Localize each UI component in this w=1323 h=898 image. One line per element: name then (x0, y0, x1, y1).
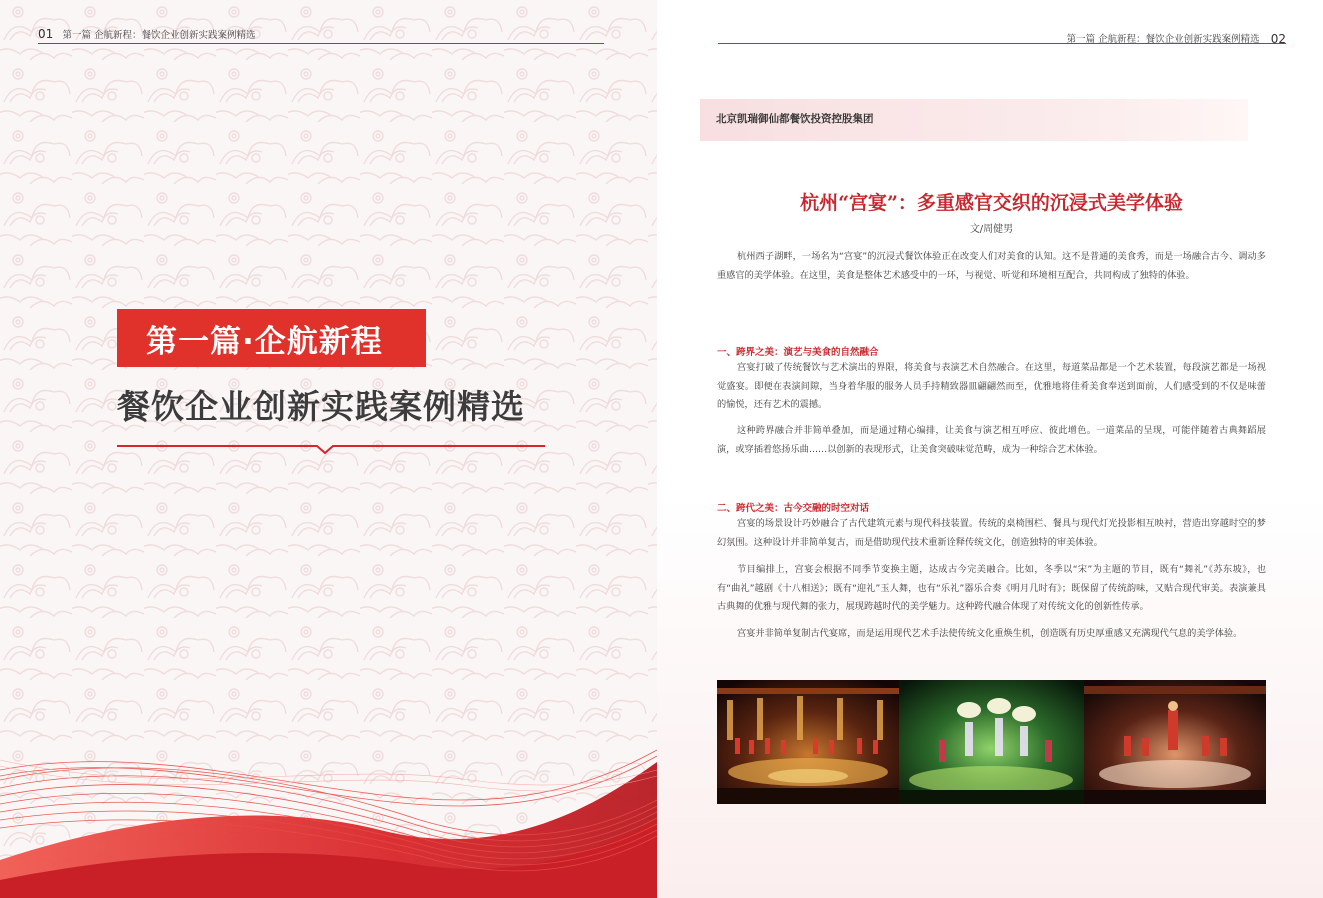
left-page (0, 0, 657, 898)
section-1-heading: 一、跨界之美：演艺与美食的自然融合 (717, 347, 879, 358)
section-2-paragraph-1: 宫宴的场景设计巧妙融合了古代建筑元素与现代科技装置。传统的桌椅围栏、餐具与现代灯光投影相互映衬，营造出穿越时空的梦幻氛围。这种设计并非简单复古，而是借助现代技术重新诠释传统文化，创造独特的审美体验。 (717, 518, 1266, 548)
article-title: 杭州“宫宴”：多重感官交织的沉浸式美学体验 (800, 192, 1183, 214)
chapter-subtitle: 餐饮企业创新实践案例精选 (117, 387, 525, 426)
company-name: 北京凯瑞御仙都餐饮投资控股集团 (716, 113, 874, 125)
title-underline-rule (117, 440, 545, 456)
red-wave-decoration (0, 740, 657, 898)
byline: 文/周健男 (969, 224, 1014, 235)
page-number-right: 02 (1270, 32, 1286, 46)
section-2-paragraph-3: 宫宴并非简单复制古代宴席，而是运用现代艺术手法使传统文化重焕生机，创造既有历史厚重感又充满现代气息的美学体验。 (737, 628, 1243, 639)
stage-performance-photo-3 (1084, 680, 1266, 804)
section-1-paragraph-1: 宫宴打破了传统餐饮与艺术演出的界限，将美食与表演艺术自然融合。在这里，每道菜品都是一个艺术装置，每段演艺都是一场视觉盛宴。即便在表演间隙，当身着华服的服务人员手持精致器皿翩翩然而至，优雅地将佳肴美食奉送到面前，人们感受到的不仅是味蕾的愉悦，还有艺术的震撼。 (717, 362, 1266, 410)
performance-photo-strip (717, 680, 1266, 804)
page-number-left: 01 (38, 27, 54, 41)
running-head-left-text: 第一篇 企航新程：餐饮企业创新实践案例精选 (62, 30, 256, 41)
running-head-left (38, 27, 604, 44)
stage-performance-photo-1 (717, 680, 899, 804)
chapter-label: 第一篇·企航新程 (146, 323, 383, 360)
intro-paragraph: 杭州西子湖畔，一场名为“宫宴”的沉浸式餐饮体验正在改变人们对美食的认知。这不是普通的美食秀，而是一场融合古今、调动多重感官的美学体验。在这里，美食是整体艺术感受中的一环，与视觉、听觉和环境相互配合，共同构成了独特的体验。 (717, 251, 1266, 281)
running-head-right (718, 27, 1286, 44)
company-band (700, 99, 1248, 141)
stage-performance-photo-2 (899, 680, 1084, 804)
section-1-paragraph-2: 这种跨界融合并非简单叠加，而是通过精心编排，让美食与演艺相互呼应、彼此增色。一道菜品的呈现，可能伴随着古典舞蹈展演，或穿插着悠扬乐曲……以创新的表现形式，让美食突破味觉范畴，成为一种综合艺术体验。 (717, 425, 1266, 455)
chapter-label-box (117, 309, 426, 367)
section-2-paragraph-2: 节目编排上，宫宴会根据不同季节变换主题，达成古今完美融合。比如，冬季以“宋”为主题的节目，既有“舞礼”《苏东坡》，也有“曲礼”越剧《十八相送》；既有“迎礼”玉人舞，也有“乐礼”器乐合奏《明月几时有》；既保留了传统韵味，又贴合现代审美。表演兼具古典舞的优雅与现代舞的张力，展现跨越时代的美学魅力。这种跨代融合体现了对传统文化的创新性传承。 (717, 564, 1266, 612)
section-2-heading: 二、跨代之美：古今交融的时空对话 (717, 503, 870, 514)
running-head-right-text: 第一篇 企航新程：餐饮企业创新实践案例精选 (1066, 34, 1260, 45)
right-page (657, 0, 1323, 898)
